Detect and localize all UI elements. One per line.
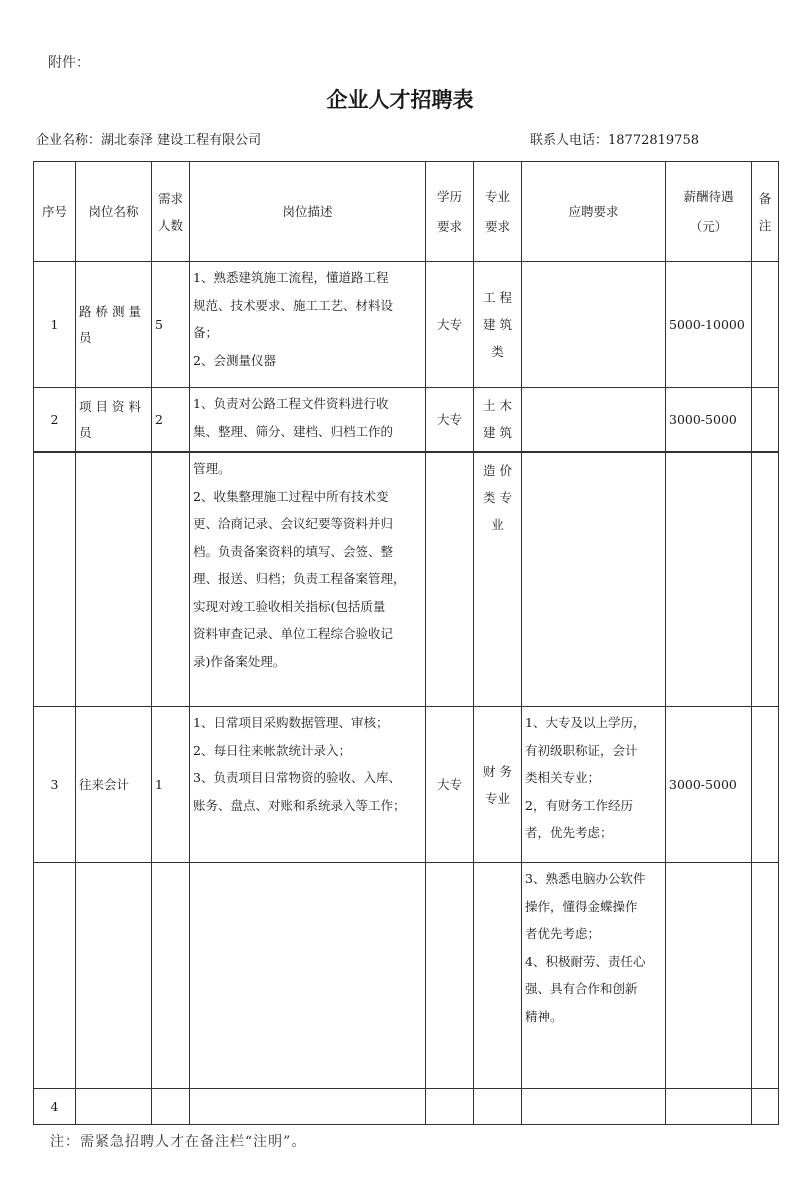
table-row <box>34 707 779 863</box>
row4-position <box>76 1089 152 1125</box>
col-header-count: 需求 人数 <box>152 162 190 262</box>
row2-major: 土 木 建 筑 <box>474 388 522 452</box>
row3c-seq <box>34 863 76 1089</box>
col-header-position: 岗位名称 <box>76 162 152 262</box>
row3c-count <box>152 863 190 1089</box>
row3-requirements: 1、大专及以上学历， 有初级职称证，会计 类相关专业； 2，有财务工作经历 者，优先考虑； <box>522 707 666 863</box>
col-header-remark: 备 注 <box>752 162 779 262</box>
row2-remark <box>752 388 779 452</box>
col-header-education: 学历 要求 <box>426 162 474 262</box>
row2-education: 大专 <box>426 388 474 452</box>
row2c-salary <box>666 453 752 707</box>
row1-salary: 5000-10000 <box>666 262 752 388</box>
row3-position: 往来会计 <box>76 707 152 863</box>
table-row <box>34 453 779 707</box>
row2-description: 1、负责对公路工程文件资料进行收 集、整理、筛分、建档、归档工作的 <box>190 388 426 452</box>
row3-major: 财 务 专业 <box>474 707 522 863</box>
row2c-count <box>152 453 190 707</box>
row3-count: 1 <box>152 707 190 863</box>
row2c-seq <box>34 453 76 707</box>
row3-seq: 3 <box>34 707 76 863</box>
row1-requirements <box>522 262 666 388</box>
row4-remark <box>752 1089 779 1125</box>
row3-salary: 3000-5000 <box>666 707 752 863</box>
row3c-education <box>426 863 474 1089</box>
row3-description: 1、日常项目采购数据管理、审核； 2、每日往来帐款统计录入； 3、负责项目日常物资的验收、入库、 账务、盘点、对账和系统录入等工作； <box>190 707 426 863</box>
row4-seq: 4 <box>34 1089 76 1125</box>
row3-education: 大专 <box>426 707 474 863</box>
col-header-description: 岗位描述 <box>190 162 426 262</box>
row2-salary: 3000-5000 <box>666 388 752 452</box>
recruitment-table-part2 <box>33 452 779 1125</box>
row2-count: 2 <box>152 388 190 452</box>
col-header-seq: 序号 <box>34 162 76 262</box>
row1-major: 工 程 建 筑 类 <box>474 262 522 388</box>
table-header-row <box>34 162 779 262</box>
table-row <box>34 262 779 388</box>
footnote: 注：需紧急招聘人才在备注栏“注明”。 <box>50 1134 307 1150</box>
col-header-salary: 薪酬待遇 （元） <box>666 162 752 262</box>
page-title: 企业人才招聘表 <box>326 87 474 112</box>
row1-remark <box>752 262 779 388</box>
row4-education <box>426 1089 474 1125</box>
row4-count <box>152 1089 190 1125</box>
recruitment-table-part1 <box>33 161 779 452</box>
row1-education: 大专 <box>426 262 474 388</box>
row1-description: 1、熟悉建筑施工流程，懂道路工程 规范、技术要求、施工工艺、材料设 备； 2、会测量仪器 <box>190 262 426 388</box>
contact-phone: 联系人电话：18772819758 <box>530 133 699 148</box>
row3c-requirements: 3、熟悉电脑办公软件 操作，懂得金蝶操作 者优先考虑； 4、积极耐劳、责任心 强、具有合作和创新 精神。 <box>522 863 666 1089</box>
row2-seq: 2 <box>34 388 76 452</box>
row2c-education <box>426 453 474 707</box>
row2c-major: 造 价 类 专 业 <box>474 453 522 707</box>
col-header-requirements: 应聘要求 <box>522 162 666 262</box>
row3c-position <box>76 863 152 1089</box>
row3c-description <box>190 863 426 1089</box>
table-row <box>34 388 779 452</box>
row3c-remark <box>752 863 779 1089</box>
company-name: 企业名称：湖北泰泽 建设工程有限公司 <box>36 133 262 148</box>
row3c-major <box>474 863 522 1089</box>
row1-seq: 1 <box>34 262 76 388</box>
row3-remark <box>752 707 779 863</box>
row4-requirements <box>522 1089 666 1125</box>
table-row <box>34 863 779 1089</box>
col-header-major: 专业 要求 <box>474 162 522 262</box>
row2c-position <box>76 453 152 707</box>
row4-major <box>474 1089 522 1125</box>
table-row <box>34 1089 779 1125</box>
row2-requirements <box>522 388 666 452</box>
row2c-description: 管理。 2、收集整理施工过程中所有技术变 更、洽商记录、会议纪要等资料并归 档。负责备案资料的填写、会签、整 理、报送、归档；负责工程备案管理， 实现对竣工验收相关指标(包括质量 资料审查记录、单位工程综合验收记 录)作备案处理。 <box>190 453 426 707</box>
row2-position: 项目资料员 <box>76 388 152 452</box>
row2c-requirements <box>522 453 666 707</box>
row1-position: 路桥测量员 <box>76 262 152 388</box>
row3c-salary <box>666 863 752 1089</box>
row4-salary <box>666 1089 752 1125</box>
row2c-remark <box>752 453 779 707</box>
row4-description <box>190 1089 426 1125</box>
attachment-label: 附件： <box>48 55 90 71</box>
row1-count: 5 <box>152 262 190 388</box>
